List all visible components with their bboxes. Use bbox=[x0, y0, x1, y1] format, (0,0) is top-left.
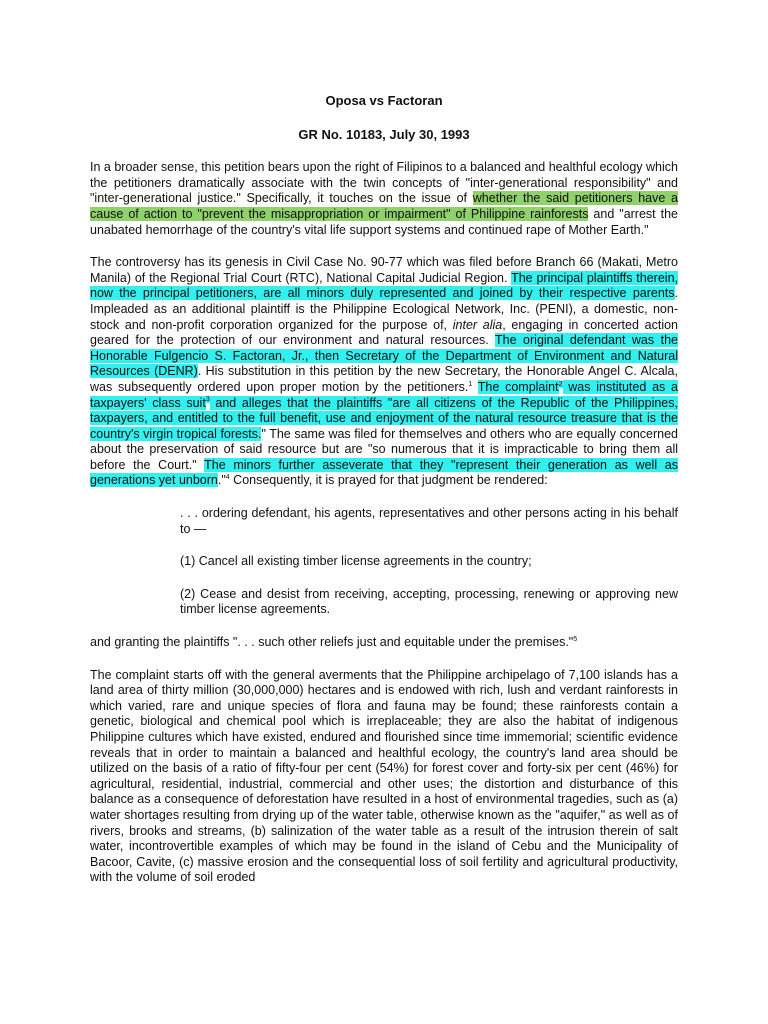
paragraph-text: and "arrest the unabated hemorrhage of the country's vital life support systems and continued rape of Mother Earth." bbox=[90, 206, 678, 237]
paragraph-genesis bbox=[90, 255, 678, 489]
footnote-ref[interactable]: 1 bbox=[468, 380, 473, 388]
paragraph-text: . His substitution in this petition by the new Secretary, the Honorable Angel C. Alcala, was subsequently ordered upon proper motion by the petitioners. bbox=[90, 364, 678, 394]
italic-text: inter alia bbox=[452, 317, 503, 332]
footnote-ref[interactable]: 3 bbox=[205, 396, 210, 404]
document-title: Oposa vs Factoran bbox=[325, 93, 443, 108]
highlight-cyan: The complaint bbox=[477, 379, 559, 394]
footnote-ref[interactable]: 4 bbox=[225, 474, 230, 482]
footnote-ref[interactable]: 5 bbox=[573, 635, 578, 643]
highlight-cyan: The principal plaintiffs therein, now the principal petitioners, are all minors duly represented and joined by their respective parents bbox=[90, 270, 678, 301]
paragraph-text: ." bbox=[217, 473, 226, 488]
footnote-ref[interactable]: 2 bbox=[558, 380, 563, 388]
paragraph-text: Consequently, it is prayed for that judgment be rendered: bbox=[229, 473, 548, 488]
paragraph-text: , engaging in concerted action geared for the protection of our environment and natural resources. bbox=[90, 317, 678, 348]
block-quote bbox=[90, 506, 678, 618]
highlight-green: whether the said petitioners have a cause of action to "prevent the misappropriation or impairment" of Philippine rainforests bbox=[90, 191, 678, 221]
highlight-cyan: The minors further asseverate that they "represent their generation as well as generations yet unborn bbox=[90, 457, 678, 488]
paragraph-averments: The complaint starts off with the general averments that the Philippine archipelago of 7,100 islands has a land area of thirty million (30,000,000) hectares and is endowed with rich, lush and verdant rainforests in which varied, rare and unique species of flora and fauna may be found; these rainforests contain a genetic, biological and chemical pool which is irreplaceable; they are also the habitat of indigenous Philippine cultures which have existed, endured and flourished since time immemorial; scientific evidence reveals that in order to maintain a balanced and healthful ecology, the country's land area should be utilized on the basis of a ratio of fifty-four per cent (54%) for forest cover and forty-six per cent (46%) for agricultural, residential, industrial, commercial and other uses; the distortion and disturbance of this balance as a consequence of deforestation have resulted in a host of environmental tragedies, such as (a) water shortages resulting from drying up of the water table, otherwise known as the "aquifer," as well as of rivers, brooks and streams, (b) salinization of the water table as a result of the intrusion therein of salt water, incontrovertible examples of which may be found in the island of Cebu and the Municipality of Bacoor, Cavite, (c) massive erosion and the consequential loss of soil fertility and agricultural productivity, with the volume of soil eroded bbox=[90, 667, 678, 885]
paragraph-text: The controversy has its genesis in Civil Case No. 90-77 which was filed before Branch 66 (Makati, Metro Manila) of the Regional Trial Court (RTC), National Capital Judicial Region. bbox=[90, 255, 678, 285]
highlight-cyan: The original defendant was the Honorable Fulgencio S. Factoran, Jr., then Secretary of the Department of Environment and Natural Resources (DENR) bbox=[90, 333, 678, 379]
highlight-cyan: and alleges that the plaintiffs "are all citizens of the Republic of the Philippines, taxpayers, and entitled to the full benefit, use and enjoyment of the natural resource treasure that is the country's virgin tropical forests. bbox=[90, 395, 678, 441]
document-page bbox=[90, 93, 678, 886]
paragraph-text: . Impleaded as an additional plaintiff is the Philippine Ecological Network, Inc. (PENI), a domestic, non-stock and non-profit corporation organized for the purpose of, bbox=[90, 286, 678, 332]
document-subtitle: GR No. 10183, July 30, 1993 bbox=[298, 126, 470, 142]
paragraph-text: " The same was filed for themselves and others who are equally concerned about the preservation of said resource but are "so numerous that it is impracticable to bring them all before the Court." bbox=[90, 426, 678, 472]
quote-line: . . . ordering defendant, his agents, representatives and other persons acting in his behalf to — bbox=[180, 506, 678, 536]
paragraph-text: In a broader sense, this petition bears upon the right of Filipinos to a balanced and healthful ecology which the petitioners dramatically associate with the twin concepts of "inter-generational responsibility" and "inter-generational justice." Specifically, it touches on the issue of bbox=[90, 160, 678, 206]
quote-item: (1) Cancel all existing timber license agreements in the country; bbox=[180, 554, 532, 569]
quote-item: (2) Cease and desist from receiving, accepting, processing, renewing or approving new timber license agreements. bbox=[180, 586, 678, 617]
highlight-cyan: was instituted as a taxpayers' class suit bbox=[90, 379, 678, 410]
paragraph-text: and granting the plaintiffs ". . . such other reliefs just and equitable under the premises." bbox=[90, 635, 574, 650]
paragraph-text bbox=[472, 380, 478, 394]
paragraph-intro bbox=[90, 160, 678, 238]
paragraph-reliefs bbox=[90, 635, 678, 651]
